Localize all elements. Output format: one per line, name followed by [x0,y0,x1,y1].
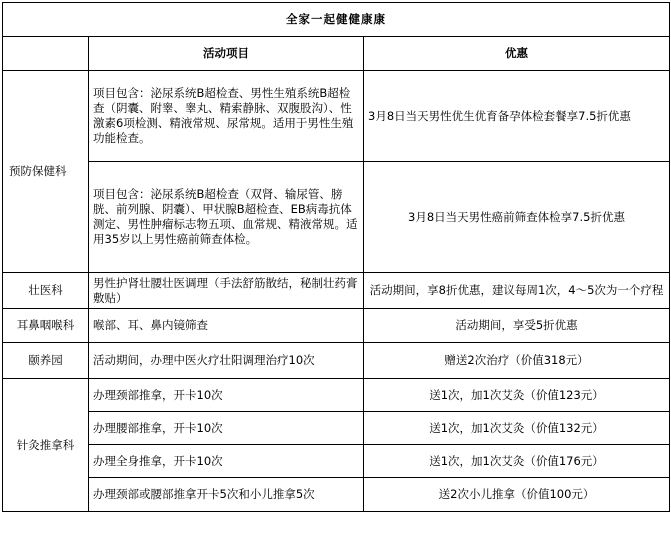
table-row [3,273,670,309]
dept-cell: 颐养园 [3,343,89,379]
header-item: 活动项目 [89,37,364,71]
table-row [3,309,670,343]
item-cell: 活动期间，办理中医火疗壮阳调理治疗10次 [89,343,364,379]
offer-cell: 赠送2次治疗（价值318元） [364,343,670,379]
table-row [3,445,670,478]
dept-cell: 壮医科 [3,273,89,309]
offer-cell: 送2次小儿推拿（价值100元） [364,478,670,512]
item-cell: 办理颈部推拿，开卡10次 [89,379,364,412]
table-title: 全家一起健健康康 [3,3,670,37]
table-row [3,71,670,162]
table-row [3,379,670,412]
dept-cell: 针灸推拿科 [3,379,89,512]
offer-cell: 送1次，加1次艾灸（价值123元） [364,379,670,412]
table-row [3,478,670,512]
dept-cell: 耳鼻咽喉科 [3,309,89,343]
header-offer: 优惠 [364,37,670,71]
item-cell: 男性护肾壮腰壮医调理（手法舒筋散结，秘制壮药膏敷贴） [89,273,364,309]
item-cell: 项目包含：泌尿系统B超检查（双肾、输尿管、膀胱、前列腺、阴囊）、甲状腺B超检查、EB病毒抗体测定、男性肿瘤标志物五项、血常规、精液常规。适用35岁以上男性癌前筛查体检。 [89,162,364,273]
dept-cell: 预防保健科 [3,71,89,273]
table-row [3,162,670,273]
table-row [3,343,670,379]
offer-cell: 活动期间，享8折优惠，建议每周1次，4～5次为一个疗程 [364,273,670,309]
offer-cell: 3月8日当天男性癌前筛查体检享7.5折优惠 [364,162,670,273]
item-cell: 办理颈部或腰部推拿开卡5次和小儿推拿5次 [89,478,364,512]
title-row [3,3,670,37]
header-dept [3,37,89,71]
item-cell: 项目包含：泌尿系统B超检查、男性生殖系统B超检查（阴囊、附睾、睾丸、精索静脉、双腹股沟）、性激素6项检测、精液常规、尿常规。适用于男性生殖功能检查。 [89,71,364,162]
item-cell: 喉部、耳、鼻内镜筛查 [89,309,364,343]
header-row [3,37,670,71]
item-cell: 办理全身推拿，开卡10次 [89,445,364,478]
table-row [3,412,670,445]
activity-table [2,2,670,512]
offer-cell: 送1次，加1次艾灸（价值132元） [364,412,670,445]
offer-cell: 活动期间，享受5折优惠 [364,309,670,343]
offer-cell: 送1次，加1次艾灸（价值176元） [364,445,670,478]
offer-cell: 3月8日当天男性优生优育备孕体检套餐享7.5折优惠 [364,71,670,162]
item-cell: 办理腰部推拿，开卡10次 [89,412,364,445]
